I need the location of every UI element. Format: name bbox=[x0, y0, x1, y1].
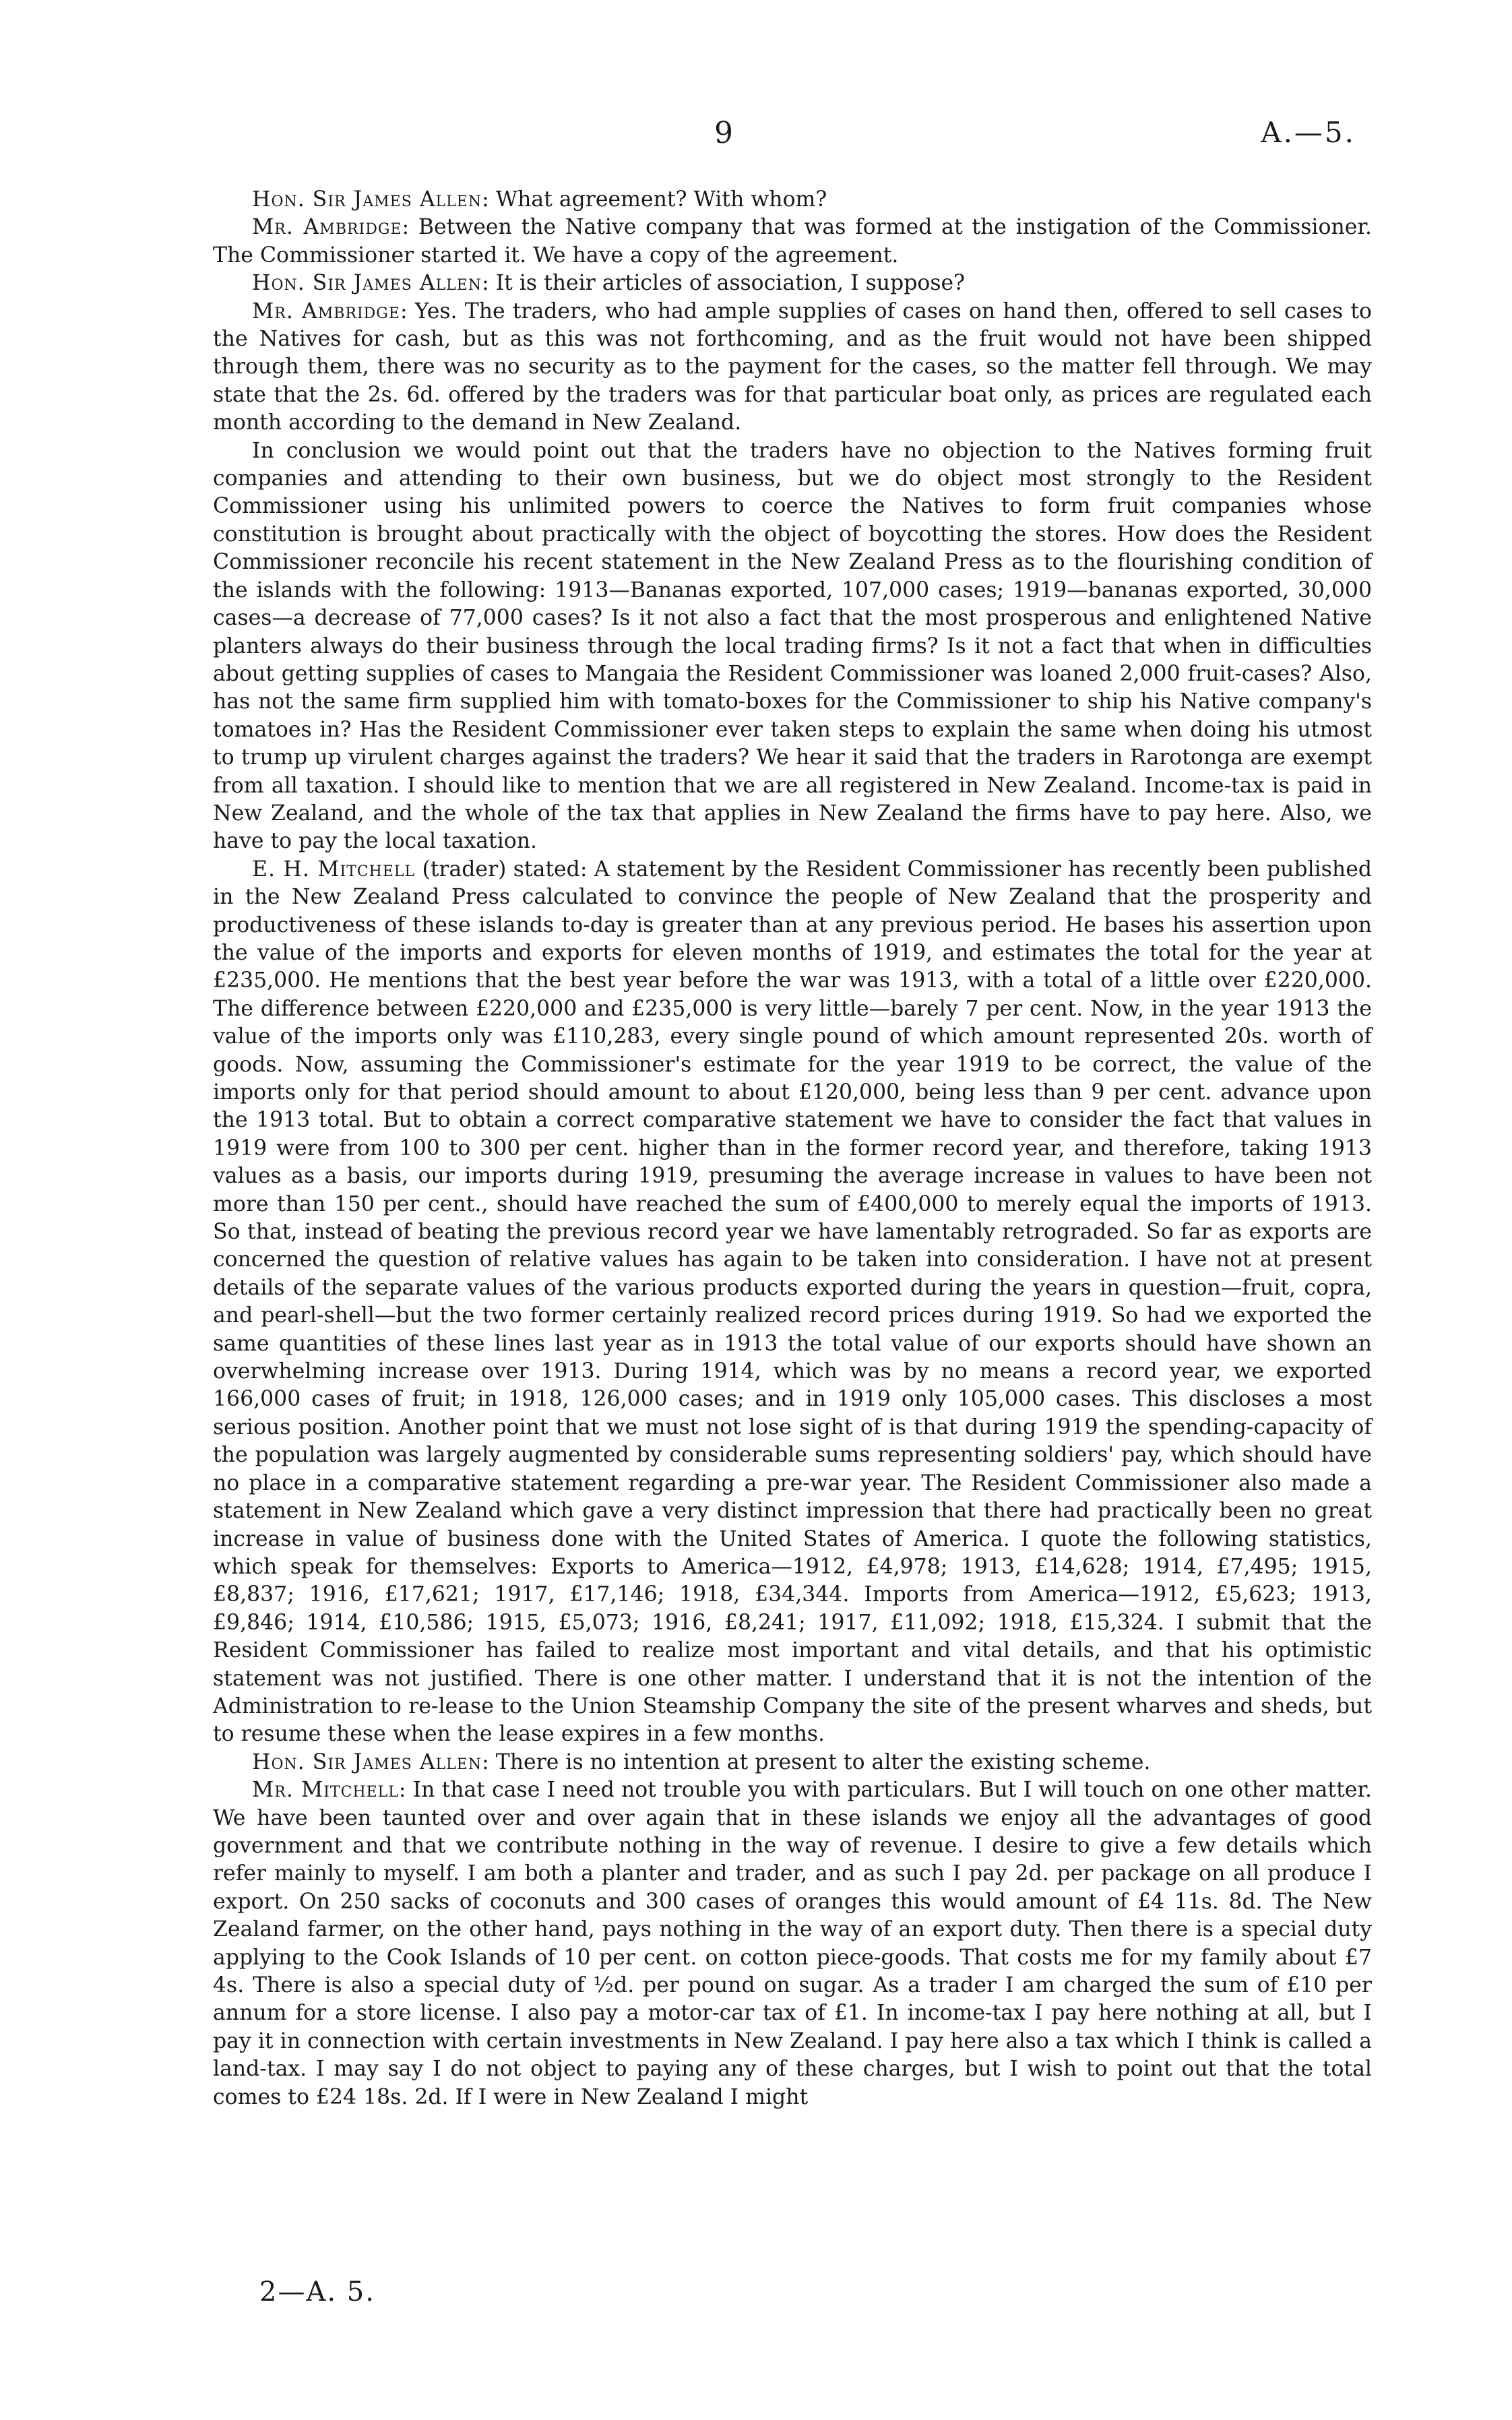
speaker-name: Mr. Ambridge bbox=[252, 215, 402, 240]
paragraph bbox=[213, 856, 1372, 1749]
paragraph-text: : In that case I need not trouble you with particulars. But I will touch on one other matter. We have been taunted over and over again that in these islands we enjoy all the advantages of good government and that we contribute nothing in the way of revenue. I desire to give a few details which refer mainly to myself. I am both a planter and trader, and as such I pay 2d. per package on all produce I export. On 250 sacks of coconuts and 300 cases of oranges this would amount of £4 11s. 8d. The New Zealand farmer, on the other hand, pays nothing in the way of an export duty. Then there is a special duty applying to the Cook Islands of 10 per cent. on cotton piece-goods. That costs me for my family about £7 4s. There is also a special duty of ½d. per pound on sugar. As a trader I am charged the sum of £10 per annum for a store license. I also pay a motor-car tax of £1. In income-tax I pay here nothing at all, but I pay it in connection with certain investments in New Zealand. I pay here also a tax which I think is called a land-tax. I may say I do not object to paying any of these charges, but I wish to point out that the total comes to £24 18s. 2d. If I were in New Zealand I might bbox=[213, 1778, 1372, 2109]
speaker-name: E. H. Mitchell bbox=[252, 857, 416, 881]
paragraph bbox=[213, 1776, 1372, 2111]
paragraph bbox=[213, 298, 1372, 437]
speaker-name: Hon. Sir James Allen bbox=[252, 1749, 482, 1774]
paragraph-text: (trader) stated: A statement by the Resident Commissioner has recently been published in the New Zealand Press calculated to convince the people of New Zealand that the prosperity and productiveness of these islands to-day is greater than at any previous period. He bases his assertion upon the value of the imports and exports for eleven months of 1919, and estimates the total for the year at £235,000. He mentions that the best year before the war was 1913, with a total of a little over £220,000. The difference between £220,000 and £235,000 is very little—barely 7 per cent. Now, in the year 1913 the value of the imports only was £110,283, every single pound of which amount represented 20s. worth of goods. Now, assuming the Commissioner's estimate for the year 1919 to be correct, the value of the imports only for that period should amount to about £120,000, being less than 9 per cent. advance upon the 1913 total. But to obtain a correct comparative statement we have to consider the fact that values in 1919 were from 100 to 300 per cent. higher than in the former record year, and therefore, taking 1913 values as a basis, our imports during 1919, presuming the average increase in values to have been not more than 150 per cent., should have reached the sum of £400,000 to merely equal the imports of 1913. So that, instead of beating the previous record year we have lamentably retrograded. So far as exports are concerned the question of relative values has again to be taken into consideration. I have not at present details of the separate values of the various products exported during the years in question—fruit, copra, and pearl-shell—but the two former certainly realized record prices during 1919. So had we exported the same quantities of these lines last year as in 1913 the total value of our exports should have shown an overwhelming increase over 1913. During 1914, which was by no means a record year, we exported 166,000 cases of fruit; in 1918, 126,000 cases; and in 1919 only 105,000 cases. This discloses a most serious position. Another point that we must not lose sight of is that during 1919 the spending-capacity of the population was largely augmented by considerable sums representing soldiers' pay, which should have no place in a comparative statement regarding a pre-war year. The Resident Commissioner also made a statement in New Zealand which gave a very distinct impression that there had practically been no great increase in value of business done with the United States of America. I quote the following statistics, which speak for themselves: Exports to America—1912, £4,978; 1913, £14,628; 1914, £7,495; 1915, £8,837; 1916, £17,621; 1917, £17,146; 1918, £34,344. Imports from America—1912, £5,623; 1913, £9,846; 1914, £10,586; 1915, £5,073; 1916, £8,241; 1917, £11,092; 1918, £15,324. I submit that the Resident Commissioner has failed to realize most important and vital details, and that his optimistic statement was not justified. There is one other matter. I understand that it is not the intention of the Administration to re-lease to the Union Steamship Company the site of the present wharves and sheds, but to resume these when the lease expires in a few months. bbox=[213, 857, 1373, 1747]
paragraph bbox=[213, 270, 1372, 297]
speaker-name: Hon. Sir James Allen bbox=[252, 271, 482, 296]
speaker-name: Mr. Ambridge bbox=[252, 299, 400, 323]
paragraph bbox=[213, 1749, 1372, 1776]
paragraph-text: : Between the Native company that was formed at the instigation of the Commissioner. The Commissioner started it. We have a copy of the agreement. bbox=[213, 215, 1372, 268]
paragraph-text: In conclusion we would point out that the traders have no objection to the Natives forming fruit companies and attending to their own business, but we do object most strongly to the Resident Commissioner using his unlimited powers to coerce the Natives to form fruit companies whose constitution is brought about practically with the object of boycotting the stores. How does the Resident Commissioner reconcile his recent statement in the New Zealand Press as to the flourishing condition of the islands with the following: 1913—Bananas exported, 107,000 cases; 1919—bananas exported, 30,000 cases—a decrease of 77,000 cases? Is it not also a fact that the most prosperous and enlightened Native planters always do their business through the local trading firms? Is it not a fact that when in difficulties about getting supplies of cases to Mangaia the Resident Commissioner was loaned 2,000 fruit-cases? Also, has not the same firm supplied him with tomato-boxes for the Commissioner to ship his Native company's tomatoes in? Has the Resident Commissioner ever taken steps to explain the same when doing his utmost to trump up virulent charges against the traders? We hear it said that the traders in Rarotonga are exempt from all taxation. I should like to mention that we are all registered in New Zealand. Income-tax is paid in New Zealand, and the whole of the tax that applies in New Zealand the firms have to pay here. Also, we have to pay the local taxation. bbox=[213, 438, 1372, 854]
signature-mark: 2—A. 5. bbox=[259, 2276, 375, 2307]
paragraph-text: : There is no intention at present to alter the existing scheme. bbox=[482, 1749, 1151, 1774]
paragraph-text: : What agreement? With whom? bbox=[482, 187, 827, 212]
paragraph bbox=[213, 186, 1372, 214]
paper-reference: A.—5. bbox=[1261, 116, 1356, 149]
body-text bbox=[213, 186, 1372, 2111]
page-number: 9 bbox=[714, 116, 734, 150]
paragraph bbox=[213, 214, 1372, 270]
speaker-name: Mr. Mitchell bbox=[252, 1778, 399, 1803]
paragraph-text: : Yes. The traders, who had ample supplies of cases on hand then, offered to sell cases to the Natives for cash, but as this was not forthcoming, and as the fruit would not have been shipped through them, there was no security as to the payment for the cases, so the matter fell through. We may state that the 2s. 6d. offered by the traders was for that particular boat only, as prices are regulated each month according to the demand in New Zealand. bbox=[213, 299, 1372, 435]
paragraph-text: : It is their articles of association, I suppose? bbox=[482, 271, 966, 296]
paragraph bbox=[213, 437, 1372, 856]
page-header bbox=[0, 116, 1512, 163]
speaker-name: Hon. Sir James Allen bbox=[252, 187, 482, 212]
